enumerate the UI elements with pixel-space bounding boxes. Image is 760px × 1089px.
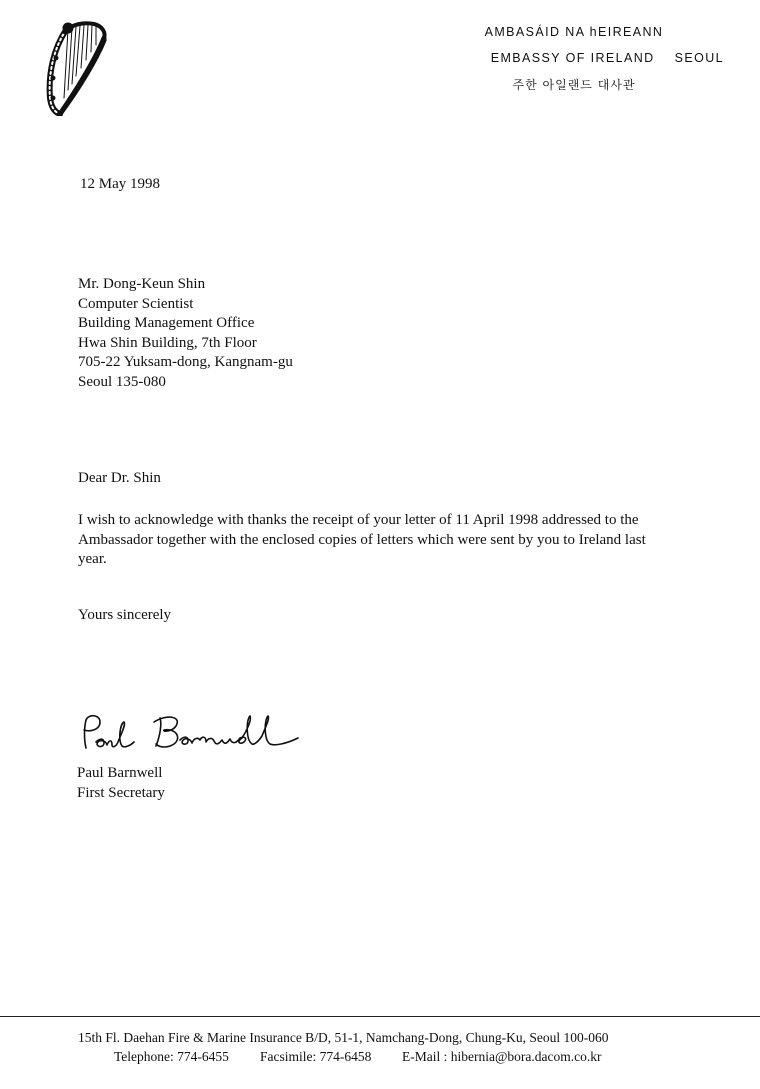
footer-divider (0, 1016, 760, 1017)
embassy-irish-name: AMBASÁID NA hEIREANN (484, 25, 664, 39)
letter-body: I wish to acknowledge with thanks the receipt of your letter of 11 April 1998 addressed to the Ambassador together with the enclosed copies of letters which were sent by you to Ireland last year. (78, 512, 646, 567)
signer-block (77, 764, 165, 803)
embassy-english-line (424, 51, 724, 65)
recipient-address (78, 275, 293, 392)
embassy-english-name: EMBASSY OF IRELAND (490, 51, 655, 65)
recipient-line: Mr. Dong-Keun Shin (78, 276, 206, 292)
recipient-line: Seoul 135-080 (78, 373, 166, 390)
embassy-city: SEOUL (674, 51, 724, 65)
signer-title: First Secretary (77, 784, 165, 801)
handwritten-signature (76, 712, 306, 754)
footer-email: E-Mail : hibernia@bora.dacom.co.kr (402, 1049, 602, 1064)
signer-name: Paul Barnwell (77, 765, 163, 781)
closing: Yours sincerely (78, 607, 172, 623)
footer-facsimile: Facsimile: 774-6458 (260, 1049, 372, 1064)
embassy-korean-name: 주한 아일랜드 대사관 (512, 78, 636, 92)
salutation: Dear Dr. Shin (78, 470, 161, 486)
recipient-line: Building Management Office (78, 315, 255, 331)
letter-date: 12 May 1998 (80, 176, 160, 192)
recipient-line: 705-22 Yuksam-dong, Kangnam-gu (78, 354, 293, 370)
footer-telephone: Telephone: 774-6455 (114, 1049, 229, 1064)
harp-emblem-icon (44, 18, 110, 116)
recipient-line: Hwa Shin Building, 7th Floor (78, 334, 257, 351)
footer-address: 15th Fl. Daehan Fire & Marine Insurance B/D, 51-1, Namchang-Dong, Chung-Ku, Seoul 100-060 (78, 1030, 609, 1045)
recipient-line: Computer Scientist (78, 295, 194, 312)
